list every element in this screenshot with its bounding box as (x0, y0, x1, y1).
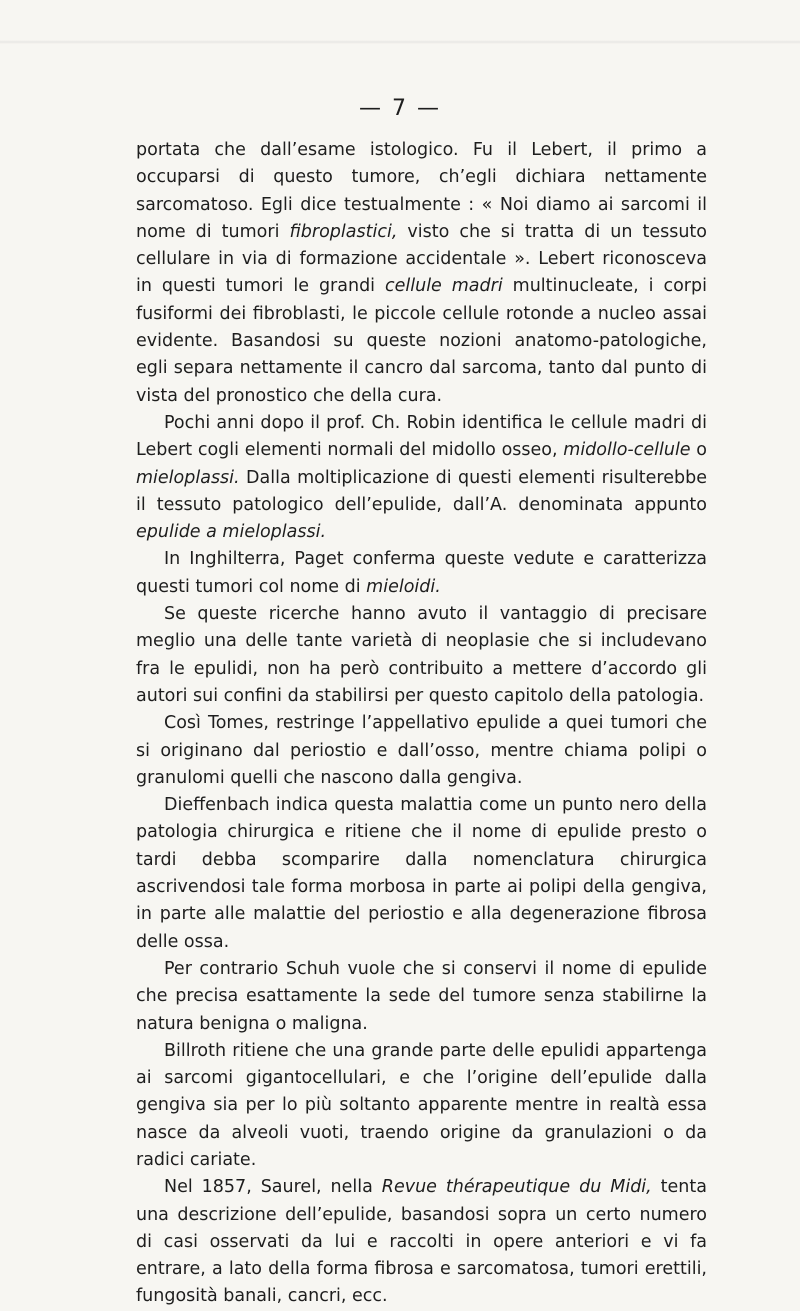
text-run: Nel 1857, Saurel, nella (164, 1177, 382, 1198)
text-run: Dalla moltiplicazione di questi elementi risulterebbe il tessuto patologico dell’epulide, dall’A. denominata appunto (136, 467, 707, 515)
paragraph (136, 410, 707, 546)
italic-text-run: midollo-cellule (563, 440, 691, 461)
italic-text-run: mieloidi. (366, 576, 441, 597)
italic-text-run: cellule madri (384, 276, 503, 297)
text-run: tenta una descrizione dell’epulide, basandosi sopra un certo numero di casi osservati da lui e raccolti in opere anteriori e vi fa entrare, a lato della forma fibrosa e sarcomatosa, tumori erettili, fungosità banali, cancri, ecc. (136, 1177, 707, 1307)
paragraph (136, 792, 707, 956)
text-run: multinucleate, i corpi fusiformi dei fibroblasti, le piccole cellule rotonde a nucleo assai evidente. Basandosi su queste nozioni anatomo-patologiche, egli separa nettamente il cancro dal sarcoma, tanto dal punto di vista del pronostico che della cura. (136, 276, 707, 406)
italic-text-run: mieloplassi. (136, 467, 240, 488)
text-run: o (690, 440, 707, 461)
italic-text-run: Revue thérapeutique du Midi, (381, 1177, 652, 1198)
italic-text-run: fibroplastici, (289, 221, 398, 242)
paragraph (136, 546, 707, 601)
paragraph (136, 137, 707, 410)
italic-text-run: epulide a mieloplassi. (136, 522, 327, 543)
text-run: Dieffenbach indica questa malattia come un punto nero della patologia chirurgica e ritiene che il nome di epulide presto o tardi debba scomparire dalla nomenclatura chirurgica ascrivendosi tale forma morbosa in parte ai polipi della gengiva, in parte alle malattie del periostio e alla degenerazione fibrosa delle ossa. (136, 795, 707, 952)
paragraph (136, 601, 707, 710)
text-run: In Inghilterra, Paget conferma queste vedute e caratterizza questi tumori col nome di (136, 549, 707, 597)
page-number: — 7 — (359, 96, 441, 121)
text-run: portata che dall’esame istologico. Fu il Lebert, il primo a occuparsi di questo tumore, ch’egli dichiara nettamente sarcomatoso. Egli dice testualmente : « Noi diamo ai sarcomi il nome di tumori (136, 140, 707, 242)
paragraph (136, 1174, 707, 1310)
body-text (136, 137, 707, 1311)
text-run: Billroth ritiene che una grande parte delle epulidi appartenga ai sarcomi gigantocellulari, e che l’origine dell’epulide dalla gengiva sia per lo più soltanto apparente mentre in realtà essa nasce da alveoli vuoti, traendo origine da granulazioni o da radici cariate. (136, 1040, 707, 1170)
text-run: visto che si tratta di un tessuto cellulare in via di formazione accidentale ». Lebert riconosceva in questi tumori le grandi (136, 221, 707, 297)
text-run: Pochi anni dopo il prof. Ch. Robin identifica le cellule madri di Lebert cogli elementi normali del midollo osseo, (136, 412, 707, 461)
text-run: Così Tomes, restringe l’appellativo epulide a quei tumori che si originano dal periostio e dall’osso, mentre chiama polipi o granulomi quelli che nascono dalla gengiva. (136, 713, 707, 788)
paragraph (136, 710, 707, 792)
scan-edge-shadow (0, 40, 800, 44)
paragraph (136, 956, 707, 1038)
paragraph (136, 1038, 707, 1174)
text-run: Se queste ricerche hanno avuto il vantaggio di precisare meglio una delle tante varietà di neoplasie che si includevano fra le epulidi, non ha però contribuito a mettere d’accordo gli autori sui confini da stabilirsi per questo capitolo della patologia. (136, 604, 707, 706)
text-run: Per contrario Schuh vuole che si conservi il nome di epulide che precisa esattamente la sede del tumore senza stabilirne la natura benigna o maligna. (136, 958, 707, 1034)
